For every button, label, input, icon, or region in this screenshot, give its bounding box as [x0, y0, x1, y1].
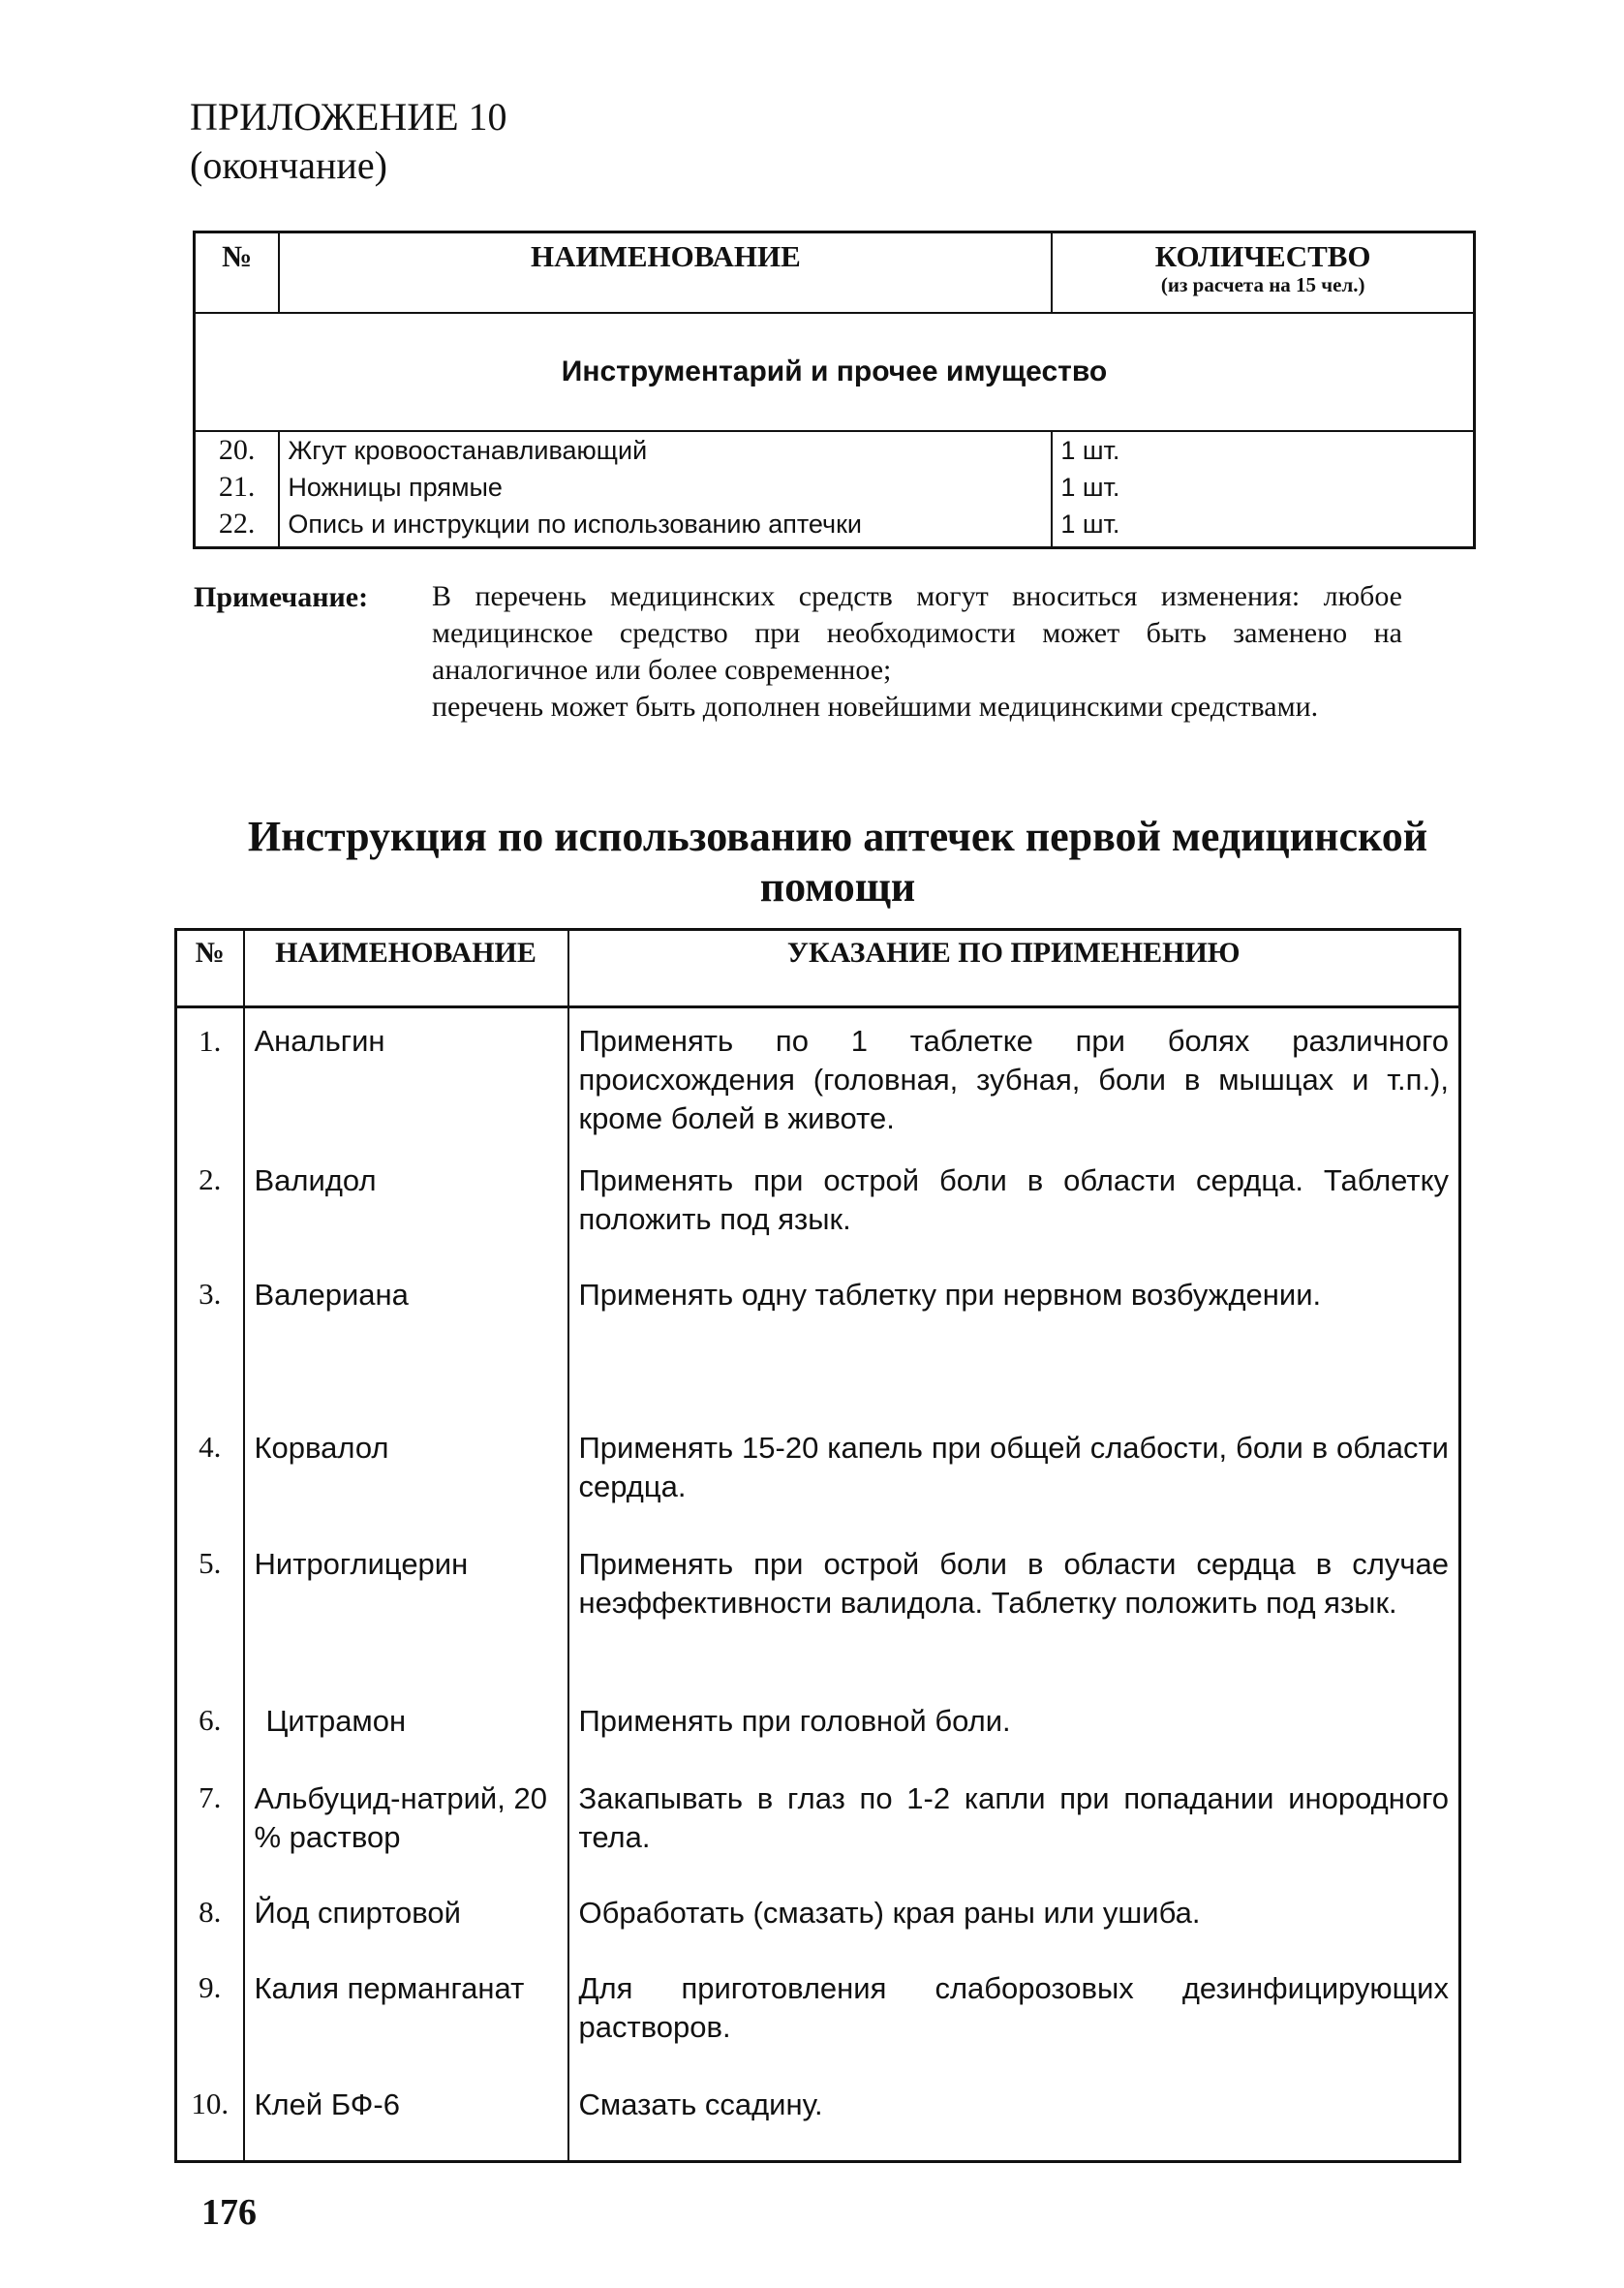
row-name: Анальгин [244, 1007, 568, 1160]
row-name: Нитроглицерин [244, 1544, 568, 1701]
row-num: 20. [195, 431, 280, 469]
row-name: Опись и инструкции по использованию аптечки [279, 506, 1052, 548]
table-row [176, 2085, 1460, 2162]
row-num: 1. [176, 1007, 244, 1160]
inventory-col-qty-label: КОЛИЧЕСТВО [1154, 239, 1371, 273]
note-line-2: перечень может быть дополнен новейшими медицинскими средствами. [432, 691, 1319, 723]
row-name: Цитрамон [244, 1701, 568, 1778]
row-num: 4. [176, 1428, 244, 1544]
inventory-table [193, 231, 1476, 549]
table-row [176, 1968, 1460, 2085]
row-instruction: Применять при головной боли. [568, 1701, 1460, 1778]
row-qty: 1 шт. [1052, 469, 1474, 506]
row-instruction: Обработать (смазать) края раны или ушиба. [568, 1893, 1460, 1968]
row-num: 8. [176, 1893, 244, 1968]
note-line-1: В перечень медицинских средств могут вноситься изменения: любое медицинское средство при необходимости может быть заменено на аналогичное или более современное; [432, 580, 1402, 686]
instructions-col-name: НАИМЕНОВАНИЕ [244, 930, 568, 1007]
row-instruction: Применять при острой боли в области сердца. Таблетку положить под язык. [568, 1160, 1460, 1275]
note-label: Примечание: [194, 581, 369, 613]
row-num: 6. [176, 1701, 244, 1778]
page-number: 176 [201, 2192, 257, 2233]
appendix-subtitle: (окончание) [190, 143, 387, 187]
row-qty: 1 шт. [1052, 506, 1474, 548]
row-num: 5. [176, 1544, 244, 1701]
row-name: Ножницы прямые [279, 469, 1052, 506]
instructions-col-num: № [176, 930, 244, 1007]
table-row [176, 1893, 1460, 1968]
row-name: Жгут кровоостанавливающий [279, 431, 1052, 469]
row-instruction: Применять 15-20 капель при общей слабости, боли в области сердца. [568, 1428, 1460, 1544]
row-name: Клей БФ-6 [244, 2085, 568, 2162]
row-instruction: Смазать ссадину. [568, 2085, 1460, 2162]
table-row [176, 1544, 1460, 1701]
row-name: Калия перманганат [244, 1968, 568, 2085]
inventory-col-qty-sub: (из расчета на 15 чел.) [1160, 273, 1365, 296]
table-row [195, 506, 1475, 548]
row-num: 10. [176, 2085, 244, 2162]
row-name: Корвалол [244, 1428, 568, 1544]
instructions-header-row [176, 930, 1460, 1007]
row-name: Валидол [244, 1160, 568, 1275]
row-num: 9. [176, 1968, 244, 2085]
row-num: 7. [176, 1778, 244, 1893]
table-row [176, 1007, 1460, 1160]
row-num: 2. [176, 1160, 244, 1275]
inventory-col-qty [1052, 232, 1474, 314]
table-row [176, 1428, 1460, 1544]
table-row [176, 1701, 1460, 1778]
instructions-title: Инструкция по использованию аптечек первой медицинской помощи [247, 813, 1428, 911]
inventory-col-num: № [195, 232, 280, 314]
row-name: Альбуцид-натрий, 20 % раствор [244, 1778, 568, 1893]
inventory-col-name: НАИМЕНОВАНИЕ [279, 232, 1052, 314]
table-row [176, 1778, 1460, 1893]
table-row [176, 1160, 1460, 1275]
table-row [195, 469, 1475, 506]
row-qty: 1 шт. [1052, 431, 1474, 469]
row-instruction: Применять при острой боли в области сердца в случае неэффективности валидола. Таблетку положить под язык. [568, 1544, 1460, 1701]
row-num: 21. [195, 469, 280, 506]
row-num: 3. [176, 1275, 244, 1428]
table-row [176, 1275, 1460, 1428]
row-num: 22. [195, 506, 280, 548]
inventory-section-row [195, 313, 1475, 431]
inventory-header-row [195, 232, 1475, 314]
row-instruction: Применять по 1 таблетке при болях различного происхождения (головная, зубная, боли в мышцах и т.п.), кроме болей в животе. [568, 1007, 1460, 1160]
inventory-section-title: Инструментарий и прочее имущество [195, 313, 1475, 431]
instructions-table [174, 928, 1461, 2163]
row-instruction: Закапывать в глаз по 1-2 капли при попадании инородного тела. [568, 1778, 1460, 1893]
row-name: Йод спиртовой [244, 1893, 568, 1968]
appendix-title: ПРИЛОЖЕНИЕ 10 [190, 95, 507, 139]
table-row [195, 431, 1475, 469]
row-name: Валериана [244, 1275, 568, 1428]
instructions-col-instr: УКАЗАНИЕ ПО ПРИМЕНЕНИЮ [568, 930, 1460, 1007]
row-instruction: Для приготовления слаборозовых дезинфицирующих растворов. [568, 1968, 1460, 2085]
row-instruction: Применять одну таблетку при нервном возбуждении. [568, 1275, 1460, 1428]
note-text [432, 578, 1402, 726]
